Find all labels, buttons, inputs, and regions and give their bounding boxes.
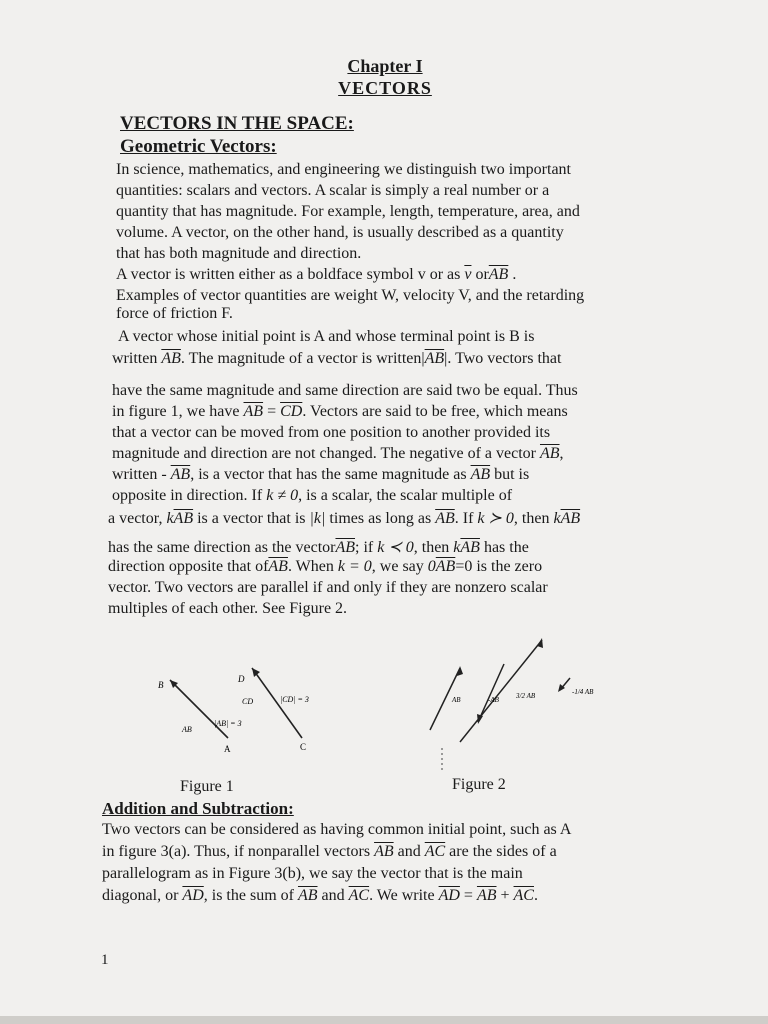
text-line: opposite in direction. If k ≠ 0, is a scalar, the scalar multiple of <box>112 487 513 504</box>
vector-ab-line <box>170 680 228 738</box>
text-line: in figure 3(a). Thus, if nonparallel vectors $\overline{AB}$ and $\overline{AC}$ are the sides of a <box>102 843 557 860</box>
text-line: a vector, $k\overline{AB}$ is a vector that is |k| times as long as $\overline{AB}$. If k ≻ 0, then $k\overline{AB}$ <box>108 510 581 527</box>
page-number: 1 <box>101 952 109 968</box>
text-line: quantities: scalars and vectors. A scalar is simply a real number or a <box>116 182 550 199</box>
text-line: In science, mathematics, and engineering we distinguish two important <box>116 161 571 178</box>
fig2-label: AB <box>452 696 461 704</box>
fig2-label: -AB <box>488 696 499 704</box>
section-heading: VECTORS IN THE SPACE: <box>120 113 354 134</box>
figure-1-diagram <box>150 660 350 760</box>
text-line: A vector is written either as a boldface symbol v or as $\overline{v}$ $or\overline{AB}$ . <box>116 266 517 283</box>
page-edge <box>0 1016 768 1024</box>
text-line: magnitude and direction are not changed. The negative of a vector $\overline{AB}$, <box>112 445 564 462</box>
addition-heading: Addition and Subtraction: <box>102 799 294 818</box>
point-b-label: B <box>158 680 164 690</box>
point-d-label: D <box>238 674 245 684</box>
arrowhead-icon <box>537 638 543 648</box>
text-line: direction opposite that $of\overline{AB}$. When k = 0, we say $0\overline{AB}=0$ is the zero <box>108 558 543 575</box>
subsection-heading: Geometric Vectors: <box>120 136 277 157</box>
ab-magnitude-label: |AB| = 3 <box>214 719 242 728</box>
text-line: in figure 1, we have $\overline{AB} = \overline{CD}$. Vectors are said to be free, which means <box>112 403 568 420</box>
ab-vector-label: AB <box>182 725 192 734</box>
figure-1-caption: Figure 1 <box>180 778 234 795</box>
cd-vector-label: CD <box>242 697 254 706</box>
text-line: vector. Two vectors are parallel if and only if they are nonzero scalar <box>108 579 548 596</box>
text-line: have the same magnitude and same direction are said two be equal. Thus <box>112 382 578 399</box>
text-line: parallelogram as in Figure 3(b), we say the vector that is the main <box>102 865 523 882</box>
text-line: volume. A vector, on the other hand, is usually described as a quantity <box>116 224 564 241</box>
text-line: Two vectors can be considered as having common initial point, such as A <box>102 821 572 838</box>
text-line: written - $\overline{AB}$, is a vector that has the same magnitude as $\overline{AB}$ but is <box>112 466 530 483</box>
text-line: has the same direction as the $vector\overline{AB}$; if k ≺ 0, then $k\overline{AB}$ has the <box>108 539 529 556</box>
vector-three-halves-ab-line <box>460 640 542 742</box>
figure-2-diagram <box>420 630 610 775</box>
point-c-label: C <box>300 742 307 752</box>
figure-2-caption: Figure 2 <box>452 776 506 793</box>
text-line: multiples of each other. See Figure 2. <box>108 600 348 617</box>
text-line: that a vector can be moved from one position to another provided its <box>112 424 551 441</box>
fig2-label: 3/2 AB <box>516 692 536 700</box>
fig2-label: -1/4 AB <box>572 688 594 696</box>
text-line: that has both magnitude and direction. <box>116 245 362 262</box>
point-a-label: A <box>224 744 231 754</box>
text-line: diagonal, or $\overline{AD}$, is the sum of $\overline{AB}$ and $\overline{AC}$. We write $\overline{AD} = \overline{AB} + \overline{AC}$. <box>102 887 538 904</box>
chapter-number: Chapter I <box>347 56 423 76</box>
arrowhead-icon <box>252 668 260 677</box>
text-line: force of friction F. <box>116 305 233 322</box>
text-line: Examples of vector quantities are weight W, velocity V, and the retarding <box>116 287 585 304</box>
text-line: quantity that has magnitude. For example, length, temperature, area, and <box>116 203 580 220</box>
text-line: A vector whose initial point is A and whose terminal point is B is <box>118 328 535 345</box>
chapter-title: VECTORS <box>338 78 432 98</box>
text-line: written $\overline{AB}$. The magnitude of a vector is $written|\overline{AB}|$. Two vectors that <box>112 350 562 367</box>
cd-magnitude-label: |CD| = 3 <box>280 695 309 704</box>
